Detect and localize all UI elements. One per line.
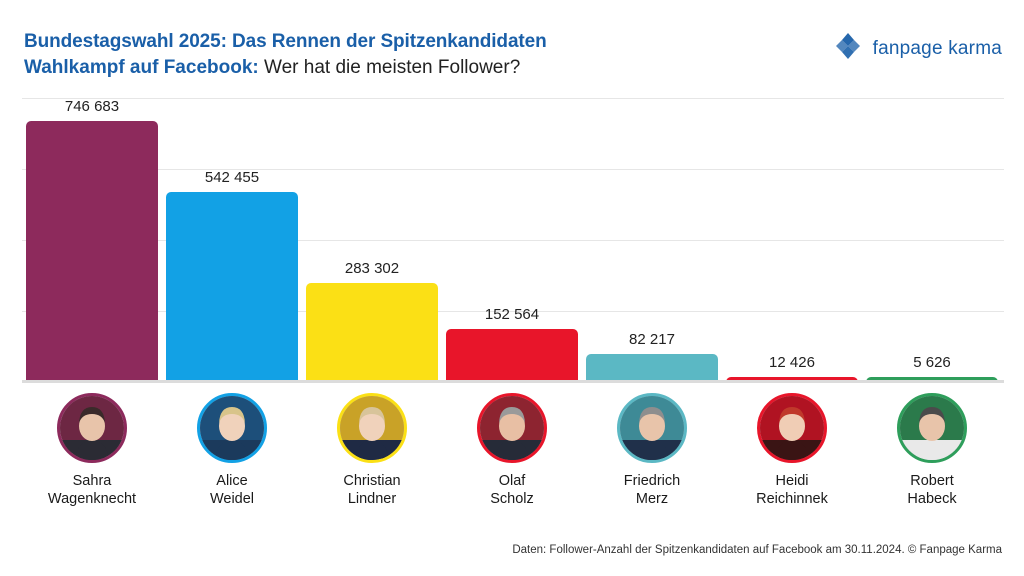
page-subtitle-bold: Wahlkampf auf Facebook: bbox=[24, 57, 259, 78]
brand-logo bbox=[833, 32, 1002, 65]
bar-value-label: 12 426 bbox=[769, 354, 815, 371]
bar bbox=[26, 121, 158, 383]
candidate-name-first: Friedrich bbox=[623, 473, 681, 489]
bar bbox=[306, 283, 438, 383]
candidate-name bbox=[48, 472, 136, 508]
bar-slot bbox=[22, 98, 162, 383]
avatar bbox=[337, 393, 407, 463]
bar-value-label: 283 302 bbox=[344, 260, 400, 277]
candidate-name bbox=[907, 472, 956, 508]
avatar bbox=[617, 393, 687, 463]
candidate-name-last: Reichinnek bbox=[756, 491, 828, 507]
candidate-name-last: Weidel bbox=[209, 491, 255, 507]
candidate-name-first: Robert bbox=[910, 473, 954, 489]
bar-slot bbox=[442, 98, 582, 383]
bar bbox=[446, 329, 578, 383]
page-title: Bundestagswahl 2025: Das Rennen der Spitzenkandidaten bbox=[24, 31, 547, 52]
candidate-name-first: Sahra bbox=[72, 473, 112, 489]
avatar bbox=[197, 393, 267, 463]
candidate-item bbox=[442, 393, 582, 508]
candidate-item bbox=[582, 393, 722, 508]
candidate-name-first: Heidi bbox=[775, 473, 809, 489]
candidate-name bbox=[490, 472, 534, 508]
candidate-item bbox=[22, 393, 162, 508]
bar-slot bbox=[162, 98, 302, 383]
candidate-name-first: Olaf bbox=[498, 473, 526, 489]
candidate-name-first: Christian bbox=[343, 473, 401, 489]
bar bbox=[166, 192, 298, 383]
axis-baseline bbox=[22, 380, 1004, 383]
bar-value-label: 746 683 bbox=[64, 98, 120, 115]
page-subtitle bbox=[24, 56, 804, 80]
bar-slot bbox=[722, 98, 862, 383]
page-subtitle-rest: Wer hat die meisten Follower? bbox=[258, 57, 521, 78]
candidate-name bbox=[756, 472, 828, 508]
candidate-item bbox=[162, 393, 302, 508]
candidate-name-last: Wagenknecht bbox=[47, 491, 137, 507]
bar bbox=[586, 354, 718, 383]
bar-value-label: 542 455 bbox=[204, 169, 260, 186]
candidate-item bbox=[302, 393, 442, 508]
bar-value-label: 5 626 bbox=[913, 354, 951, 371]
candidate-name-last: Lindner bbox=[347, 491, 397, 507]
candidate-name bbox=[210, 472, 254, 508]
candidate-name bbox=[343, 472, 400, 508]
candidate-name bbox=[624, 472, 680, 508]
bar-series bbox=[22, 98, 1004, 383]
page-header bbox=[24, 30, 804, 80]
bar-chart bbox=[0, 98, 1024, 383]
candidate-name-last: Habeck bbox=[907, 491, 957, 507]
bar-slot bbox=[862, 98, 1002, 383]
avatar bbox=[57, 393, 127, 463]
avatar bbox=[757, 393, 827, 463]
candidate-name-last: Scholz bbox=[490, 491, 534, 507]
candidate-item bbox=[862, 393, 1002, 508]
candidate-name-last: Merz bbox=[635, 491, 669, 507]
bar-value-label: 152 564 bbox=[484, 306, 540, 323]
brand-logo-text: fanpage karma bbox=[872, 37, 1002, 59]
avatar bbox=[477, 393, 547, 463]
candidate-list bbox=[22, 393, 1004, 508]
diamond-logo-icon bbox=[833, 32, 863, 65]
avatar bbox=[897, 393, 967, 463]
bar-slot bbox=[302, 98, 442, 383]
source-note: Daten: Follower-Anzahl der Spitzenkandidaten auf Facebook am 30.11.2024. © Fanpage Karma bbox=[512, 544, 1002, 556]
bar-value-label: 82 217 bbox=[629, 331, 675, 348]
candidate-name-first: Alice bbox=[216, 473, 248, 489]
bar-slot bbox=[582, 98, 722, 383]
candidate-item bbox=[722, 393, 862, 508]
